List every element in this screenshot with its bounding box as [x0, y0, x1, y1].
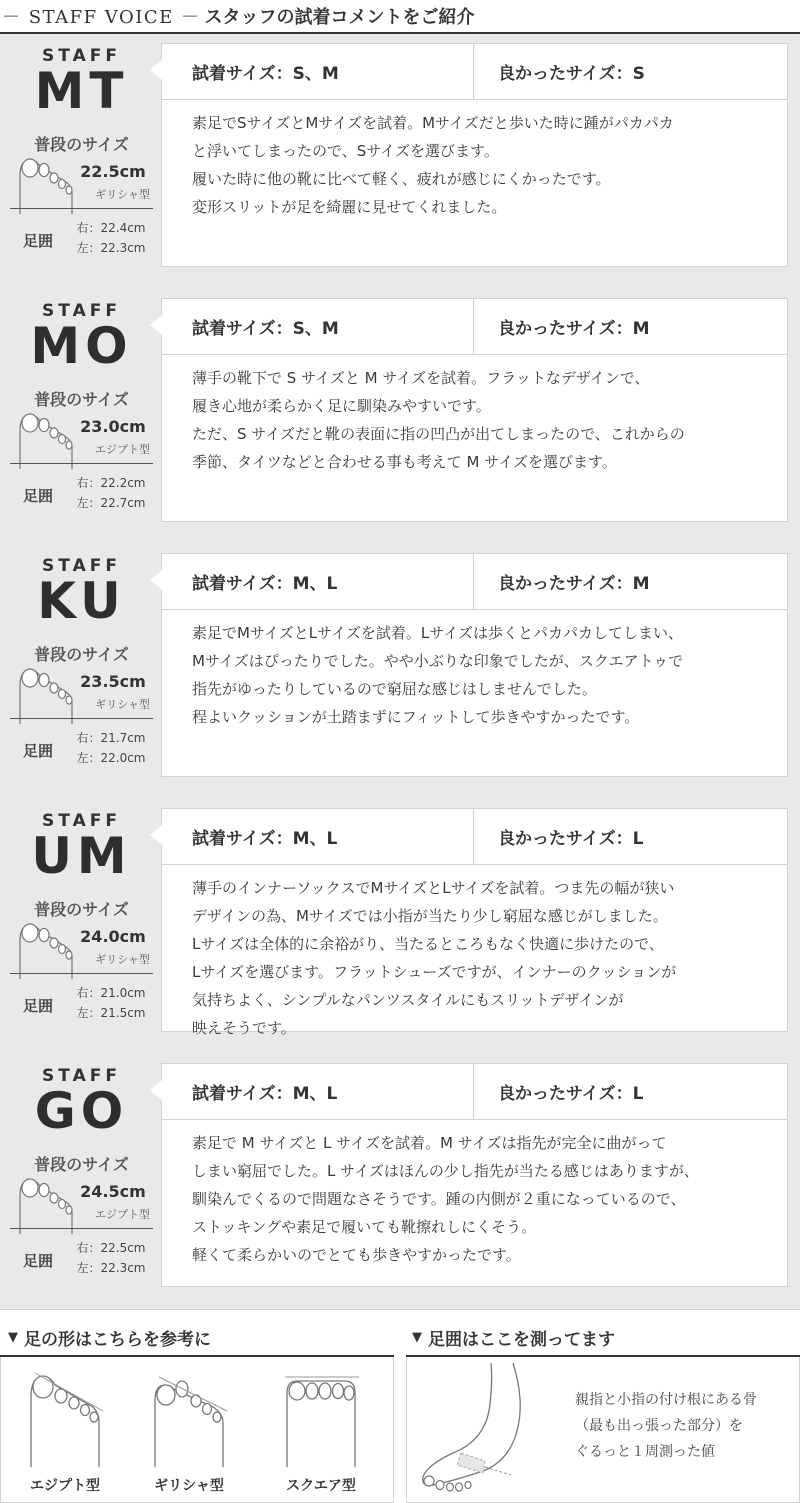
foot-icon: [16, 1172, 76, 1234]
section-title-en: － STAFF VOICE －: [2, 7, 201, 28]
usual-size-value: 23.0cm: [80, 417, 146, 436]
comment-line: 馴染んでくるので問題なさそうです。踵の内側が２重になっているので、: [192, 1190, 686, 1208]
comment-line: 素足でMサイズとLサイズを試着。Lサイズは歩くとパカパカしてしまい、: [192, 624, 684, 642]
usual-size-label: 普段のサイズ: [34, 390, 129, 409]
staff-review-row: [0, 34, 800, 268]
girth-measure-text: 親指と小指の付け根にある骨 （最も出っ張った部分）を ぐるっと１周測った値: [575, 1392, 757, 1460]
foot-type: エジプト型: [95, 443, 150, 456]
speech-pointer: [150, 1080, 162, 1100]
comment-line: デザインの為、Mサイズでは小指が当たり少し窮屈な感じがしました。: [192, 907, 668, 925]
comment-line: 履き心地が柔らかく足に馴染みやすいです。: [192, 397, 491, 415]
foot-type: ギリシャ型: [95, 698, 150, 711]
comment-line: 指先がゆったりしているので窮屈な感じはしませんでした。: [192, 680, 597, 698]
staff-profile: [10, 556, 153, 778]
shape-label: スクエア型: [286, 1478, 356, 1494]
comment-line: 変形スリットが足を綺麗に見せてくれました。: [192, 198, 507, 216]
foot-shape-egyptian: [15, 1367, 115, 1497]
staff-profile: [10, 1066, 153, 1288]
foot-shape-box: [0, 1357, 394, 1503]
girth-right: 右：22.2cm: [76, 476, 146, 490]
staff-review-row: [0, 799, 800, 1037]
speech-pointer: [150, 60, 162, 80]
staff-label: STAFF: [42, 811, 121, 831]
comment-line: 軽くて柔らかいのでとても歩きやすかったです。: [192, 1246, 521, 1264]
staff-review-row: [0, 289, 800, 523]
divider: [10, 973, 153, 974]
egyptian-foot-icon: [25, 1367, 105, 1467]
review-comment: [192, 109, 772, 221]
foot-icon: [16, 662, 76, 724]
comment-line: Lサイズは全体的に余裕がり、当たるところもなく快適に歩けたので、: [192, 935, 664, 953]
staff-profile: [10, 811, 153, 1033]
staff-label: STAFF: [42, 301, 121, 321]
usual-size-value: 24.5cm: [80, 1182, 146, 1201]
speech-pointer: [150, 570, 162, 590]
comment-line: 季節、タイツなどと合わせる事も考えて M サイズを選びます。: [192, 453, 617, 471]
comment-line: 薄手の靴下で S サイズと M サイズを試着。フラットなデザインで、: [192, 369, 650, 387]
girth-measure-box: [406, 1357, 800, 1503]
good-size: 良かったサイズ：L: [498, 1084, 644, 1104]
greek-foot-icon: [149, 1367, 229, 1467]
tried-sizes: 試着サイズ：M、L: [162, 554, 474, 609]
girth-left: 左：22.3cm: [76, 241, 146, 255]
review-card-header: [162, 299, 787, 355]
staff-initials: GO: [34, 1082, 129, 1140]
foot-type: ギリシャ型: [95, 188, 150, 201]
comment-line: 素足でSサイズとMサイズを試着。Mサイズだと歩いた時に踵がパカパカ: [192, 114, 674, 132]
staff-label: STAFF: [42, 46, 121, 66]
staff-reviews: [0, 34, 800, 1310]
foot-icon: [16, 407, 76, 469]
good-size: 良かったサイズ：M: [498, 574, 650, 594]
girth-left: 左：22.0cm: [76, 751, 146, 765]
foot-shape-greek: [139, 1367, 239, 1497]
usual-size-value: 24.0cm: [80, 927, 146, 946]
good-size: 良かったサイズ：L: [498, 829, 644, 849]
speech-pointer: [150, 825, 162, 845]
review-card-header: [162, 1064, 787, 1120]
foot-shape-title: ▼ 足の形はこちらを参考に: [8, 1329, 211, 1350]
good-size: 良かったサイズ：S: [498, 64, 645, 84]
comment-line: と浮いてしまったので、Sサイズを選びます。: [192, 142, 499, 160]
usual-size-label: 普段のサイズ: [34, 645, 129, 664]
girth-label: 足囲: [22, 232, 53, 250]
comment-line: 程よいクッションが土踏まずにフィットして歩きやすかったです。: [192, 708, 640, 726]
girth-measure-title: ▼ 足囲はここを測ってます: [412, 1329, 615, 1350]
divider: [10, 208, 153, 209]
staff-label: STAFF: [42, 1066, 121, 1086]
review-card: [161, 43, 788, 267]
tried-sizes: 試着サイズ：M、L: [162, 1064, 474, 1119]
girth-left: 左：22.7cm: [76, 496, 146, 510]
foot-type: エジプト型: [95, 1208, 150, 1221]
girth-label: 足囲: [22, 997, 53, 1015]
staff-profile: [10, 46, 153, 268]
review-card: [161, 298, 788, 522]
review-card-header: [162, 44, 787, 100]
girth-label: 足囲: [22, 487, 53, 505]
girth-label: 足囲: [22, 1252, 53, 1270]
girth-left: 左：22.3cm: [76, 1261, 146, 1275]
staff-review-row: [0, 544, 800, 778]
foot-icon: [16, 917, 76, 979]
staff-initials: KU: [37, 572, 126, 630]
staff-initials: MO: [30, 317, 133, 375]
usual-size-label: 普段のサイズ: [34, 1155, 129, 1174]
triangle-down-icon: ▼: [412, 1329, 422, 1345]
comment-line: しまい窮屈でした。L サイズはほんの少し指先が当たる感じはありますが、: [192, 1162, 699, 1180]
girth-right: 右：22.5cm: [76, 1241, 146, 1255]
girth-left: 左：21.5cm: [76, 1006, 146, 1020]
comment-line: Mサイズはぴったりでした。やや小ぶりな印象でしたが、スクエアトゥで: [192, 652, 684, 670]
divider: [10, 718, 153, 719]
foot-type: ギリシャ型: [95, 953, 150, 966]
review-card: [161, 808, 788, 1037]
girth-right: 右：22.4cm: [76, 221, 146, 235]
staff-label: STAFF: [42, 556, 121, 576]
staff-initials: UM: [31, 827, 132, 885]
foot-icon: [16, 152, 76, 214]
usual-size-value: 23.5cm: [80, 672, 146, 691]
divider: [10, 1228, 153, 1229]
review-comment: [192, 364, 772, 476]
review-card: [161, 553, 788, 777]
usual-size-value: 22.5cm: [80, 162, 146, 181]
good-size: 良かったサイズ：M: [498, 319, 650, 339]
square-foot-icon: [281, 1367, 361, 1467]
review-comment: [192, 1129, 772, 1269]
shape-label: ギリシャ型: [154, 1478, 224, 1494]
review-card-header: [162, 554, 787, 610]
review-card: [161, 1063, 788, 1287]
comment-line: Lサイズを選びます。フラットシューズですが、インナーのクッションが: [192, 963, 677, 981]
staff-initials: MT: [34, 62, 129, 120]
comment-line: 映えそうです。: [192, 1019, 296, 1037]
usual-size-label: 普段のサイズ: [34, 135, 129, 154]
review-card-header: [162, 809, 787, 865]
comment-line: 履いた時に他の靴に比べて軽く、疲れが感じにくかったです。: [192, 170, 611, 188]
comment-line: ストッキングや素足で履いても靴擦れしにくそう。: [192, 1218, 537, 1236]
review-comment: [192, 619, 772, 731]
tried-sizes: 試着サイズ：S、M: [162, 44, 474, 99]
triangle-down-icon: ▼: [8, 1329, 18, 1345]
staff-profile: [10, 301, 153, 523]
comment-line: 気持ちよく、シンプルなパンツスタイルにもスリットデザインが: [192, 991, 624, 1009]
tried-sizes: 試着サイズ：S、M: [162, 299, 474, 354]
comment-line: 素足で M サイズと L サイズを試着。M サイズは指先が完全に曲がって: [192, 1134, 667, 1152]
comment-line: ただ、S サイズだと靴の表面に指の凹凸が出てしまったので、これからの: [192, 425, 685, 443]
staff-review-row: [0, 1054, 800, 1288]
girth-label: 足囲: [22, 742, 53, 760]
shape-label: エジプト型: [30, 1478, 100, 1494]
section-title-jp: スタッフの試着コメントをご紹介: [204, 7, 475, 28]
divider: [10, 463, 153, 464]
foot-guide: [0, 1320, 800, 1503]
girth-right: 右：21.0cm: [76, 986, 146, 1000]
speech-pointer: [150, 315, 162, 335]
tried-sizes: 試着サイズ：M、L: [162, 809, 474, 864]
usual-size-label: 普段のサイズ: [34, 900, 129, 919]
section-header: [0, 0, 800, 34]
foot-shape-square: [271, 1367, 371, 1497]
girth-right: 右：21.7cm: [76, 731, 146, 745]
comment-line: 薄手のインナーソックスでMサイズとLサイズを試着。つま先の幅が狭い: [192, 879, 675, 897]
review-comment: [192, 874, 772, 1042]
foot-girth-icon: [413, 1361, 573, 1501]
